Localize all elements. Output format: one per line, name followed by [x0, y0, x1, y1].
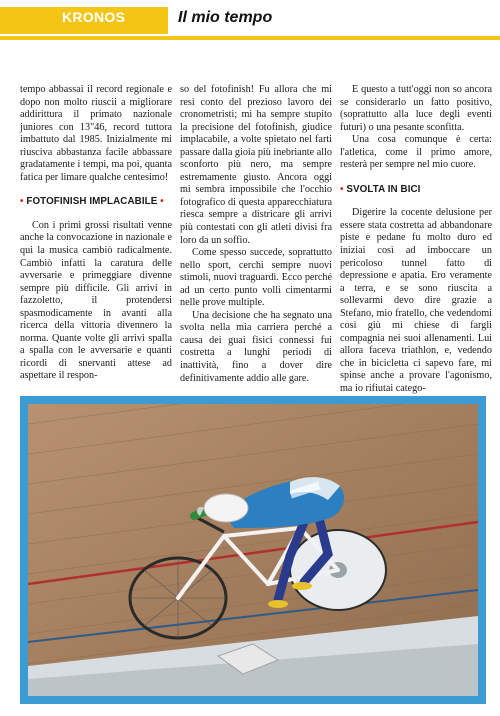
section-heading-text: FOTOFINISH IMPLACABILE — [26, 196, 158, 208]
bullet-icon: • — [160, 196, 164, 208]
bullet-icon: • — [20, 196, 24, 208]
article-body — [0, 84, 500, 394]
section-heading-fotofinish — [20, 196, 172, 209]
section-heading-svolta — [340, 184, 492, 197]
column-3 — [340, 84, 492, 396]
paragraph: Una cosa comunque è certa: l'atletica, come il primo amore, resterà per sempre nel mio cuore. — [340, 134, 492, 171]
column-2 — [180, 84, 332, 385]
brand-name: KRONOS — [62, 9, 126, 25]
paragraph: Come spesso succede, soprattutto nello sport, cerchi sempre nuovi stimoli, nuovi traguardi. Ecco perché ad un certo punto volli cimentarmi nelle prove multiple. — [180, 247, 332, 309]
paragraph: tempo abbassai il record regionale e dopo non molto riuscii a migliorare addirittura il primato nazionale juniores con 13"46, record tuttora imbattuto dal 1985. Inizialmente mi riusciva abbastanza facile abbassare gradatamente i tempi, ma poi, quanta fatica per limare qualche centesimo! — [20, 84, 172, 183]
header-rule — [0, 36, 500, 40]
cyclist-photo — [28, 404, 478, 696]
page-title: Il mio tempo — [178, 9, 273, 26]
paragraph: Con i primi grossi risultati venne anche la convocazione in nazionale e qui la musica cambiò radicalmente. Cambiò infatti la caratura delle avversarie e primeggiare divenne sempre più difficile. Gli arrivi in fazzoletto, il protendersi spasmodicamente in avanti alla ricerca della vittoria divennero la norma. Quante volte gli arrivi spalla a spalla con le avversarie e quanti ricordi di snervanti attese ad aspettare il respon- — [20, 219, 172, 382]
photo-frame — [20, 396, 486, 704]
page-header — [0, 0, 500, 44]
section-heading-text: SVOLTA IN BICI — [346, 183, 421, 195]
column-1 — [20, 84, 172, 383]
cyclist-illustration — [28, 404, 478, 696]
paragraph: Digerire la cocente delusione per essere stata costretta ad abbandonare piste e pedane fu molto duro ed iniziai così ad imboccare un pericoloso tunnel fatto di depressione e apatia. Ero veramente a terra, e se sono riuscita a sollevarmi devo dire grazie a Stefano, mio fratello, che vedendomi così giù mi chiese di fargli compagnia nei suoi allenamenti. Lui allora faceva triathlon, e, vedendo che in bicicletta ci sapevo fare, mi spinse anche a provare l'agonismo, ma io rifiutai catego- — [340, 207, 492, 395]
paragraph: E questo a tutt'oggi non so ancora se considerarlo un fatto positivo, (soprattutto alla luce degli eventi futuri) o una pesante sconfitta. — [340, 84, 492, 133]
paragraph: Una decisione che ha segnato una svolta nella mia carriera perché a causa dei guai fisici connessi fui costretta a lunghi periodi di inattività, fino a dover dire definitivamente addio alle gare. — [180, 309, 332, 384]
paragraph: so del fotofinish! Fu allora che mi resi conto del prezioso lavoro dei cronometristi; mi ha sempre stupito la precisione del fotofinish, giudice implacabile, a volte spietato nel farti passare dalla gioia più inebriante allo sconforto più nero, ma sempre estremamente giusto. Ancora oggi mi sembra impossibile che l'occhio fotografico di questa apparecchiatura riesca sempre a districare gli arrivi più contestati con gli atleti divisi fra loro da un soffio. — [180, 84, 332, 246]
bullet-icon: • — [340, 183, 344, 195]
